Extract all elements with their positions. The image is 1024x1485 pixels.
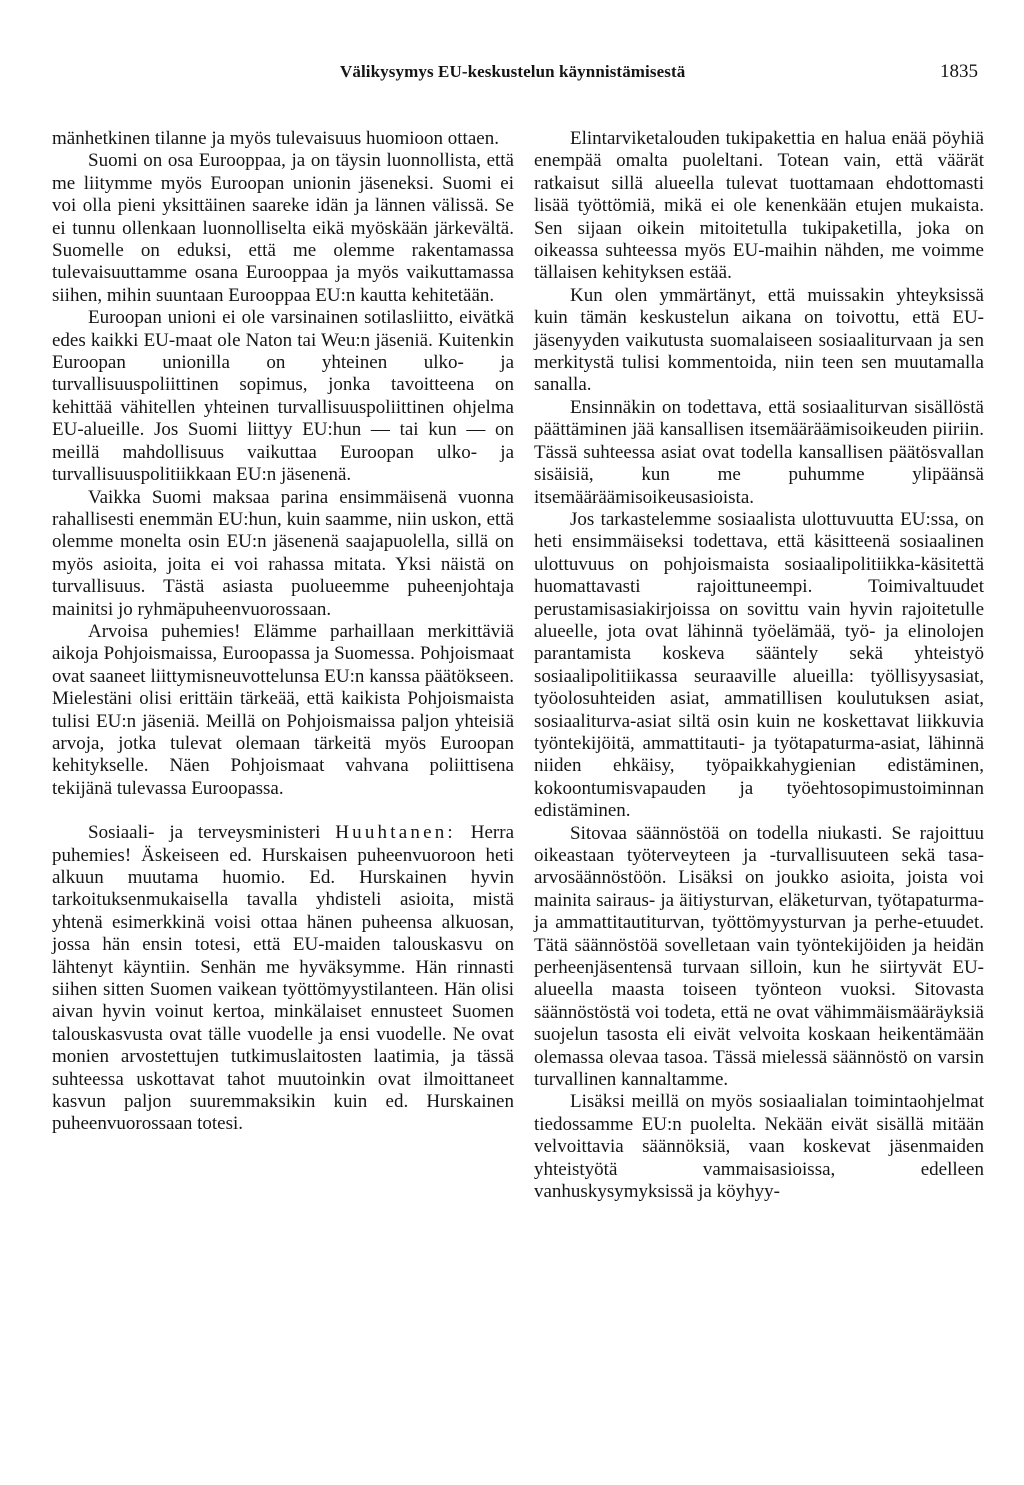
paragraph: Kun olen ymmärtänyt, että muissakin yhteyksissä kuin tämän keskustelun aikana on toivottu, että EU-jäsenyyden vaikutusta suomalaiseen sosiaaliturvaan ja sen merkitystä tulisi kommentoida, niin teen sen muutamalla sanalla. xyxy=(534,284,984,396)
paragraph: Arvoisa puhemies! Elämme parhaillaan merkittäviä aikoja Pohjoismaissa, Euroopassa ja Suomessa. Pohjoismaat ovat saaneet liittymisneuvottelunsa EU:n kanssa päätökseen. Mielestäni olisi erittäin tärkeää, että kaikista Pohjoismaista tulisi EU:n jäseniä. Meillä on Pohjoismaissa paljon yhteisiä arvoja, jotka tulevat olemaan tärkeitä myös Euroopan kehitykselle. Näen Pohjoismaat vahvana poliittisena tekijänä tulevassa Euroopassa. xyxy=(52,620,514,799)
paragraph: Vaikka Suomi maksaa parina ensimmäisenä vuonna rahallisesti enemmän EU:hun, kuin saamme, niin uskon, että olemme monelta osin EU:n jäsenenä saajapuolella, sillä on myös asioita, joita ei voi rahassa mitata. Yksi näistä on turvallisuus. Tästä asiasta puolueemme puheenjohtaja mainitsi jo ryhmäpuheenvuorossaan. xyxy=(52,486,514,620)
paragraph: mänhetkinen tilanne ja myös tulevaisuus huomioon ottaen. xyxy=(52,128,499,149)
paragraph: Sitovaa säännöstöä on todella niukasti. Se rajoittuu oikeastaan työterveyteen ja -turvallisuuteen sekä tasa-arvosäännöstöön. Lisäksi on joukko asioita, joista voi mainita sairaus- ja äitiysturvan, eläketurvan, työtapaturma- ja ammattitautiturvan, työttömyysturvan ja perhe-etuudet. Tätä säännöstöä sovelletaan vain työntekijöiden ja heidän perheenjäsentensä turvaan silloin, kun he siirtyvät EU-alueella maasta toiseen työnteon vuoksi. Sitovasta säännöstöstä voi todeta, että ne ovat vähimmäismääräyksiä suojelun tasosta eli eivät velvoita koskaan heikentämään olemassa olevaa tasoa. Tässä mielessä säännöstö on varsin turvallinen kannaltamme. xyxy=(534,822,984,1091)
paragraph: Suomi on osa Eurooppaa, ja on täysin luonnollista, että me liitymme myös Euroopan unionin jäseneksi. Suomi ei voi olla pieni yksittäinen saareke idän ja lännen välissä. Se ei tunnu ollenkaan luonnolliselta eikä myöskään järkevältä. Suomelle on eduksi, että me olemme rakentamassa tulevaisuuttamme osana Eurooppaa ja myös vaikuttamassa siihen, mihin suuntaan Eurooppaa EU:n kautta kehitetään. xyxy=(52,150,514,306)
paragraph: Lisäksi meillä on myös sosiaalialan toimintaohjelmat tiedossamme EU:n puolelta. Nekään eivät sisällä mitään velvoittavia säännöksiä, vaan koskevat jäsenmaiden yhteistyötä vammaisasioissa, edelleen vanhuskysymyksissä ja köyhyy- xyxy=(534,1091,984,1203)
speaker-name: Huuhtanen: xyxy=(335,822,456,844)
left-column xyxy=(52,128,514,1136)
page-number: 1835 xyxy=(940,61,978,82)
speech-text: Herra puhemies! Äskeiseen ed. Hurskaisen puheenvuoroon heti alkuun muutama huomio. Ed. Hurskainen hyvin tarkoituksenmukaisella tavalla yhdisteli asioita, mistä yhtenä esimerkkinä voisi ottaa hänen puheensa alkuosan, jossa hän ensin totesi, että EU-maiden talouskasvu on lähtenyt käyntiin. Senhän me hyväksymme. Hän rinnasti siihen sitten Suomen vaikean työttömyystilanteen. Hän olisi aivan hyvin voinut kertoa, minkälaiset ennusteet Suomen talouskasvusta ovat tälle vuodelle ja ensi vuodelle. Ne ovat monien arvostettujen tutkimuslaitosten laatimia, ja tässä suhteessa uskottavat tahot muutoinkin ovat ilmoittaneet kasvun paljon suuremmaksikin kuin ed. Hurskainen puheenvuorossaan totesi. xyxy=(52,822,515,1135)
speaker-title: Sosiaali- ja terveysministeri xyxy=(88,822,321,844)
paragraph: Euroopan unioni ei ole varsinainen sotilasliitto, eivätkä edes kaikki EU-maat ole Naton tai Weu:n jäseniä. Kuitenkin Euroopan unionilla on yhteinen ulko- ja turvallisuuspoliittinen sopimus, jonka tavoitteena on kehittää vähitellen yhteinen turvallisuuspoliittinen ohjelma EU-alueille. Jos Suomi liittyy EU:hun — tai kun — on meillä mahdollisuus vaikuttaa Euroopan ulko- ja turvallisuuspolitiikkaan EU:n jäsenenä. xyxy=(52,307,514,486)
speech-paragraph xyxy=(52,822,514,1136)
running-head: Välikysymys EU-keskustelun käynnistämisestä xyxy=(340,62,686,81)
paragraph: Ensinnäkin on todettava, että sosiaaliturvan sisällöstä päättäminen jää kansallisen itsemääräämisoikeuden piiriin. Tässä suhteessa asiat ovat todella kansallisen päätösvallan sisäisiä, kun me puhumme ylipäänsä itsemääräämisoikeusasioista. xyxy=(534,396,984,508)
paragraph: Jos tarkastelemme sosiaalista ulottuvuutta EU:ssa, on heti ensimmäiseksi todettava, että käsitteenä sosiaalinen ulottuvuus on pohjoismaista sosiaalipolitiikka-käsitettä huomattavasti rajoittuneempi. Toimivaltuudet perustamisasiakirjoissa on sovittu vain hyvin rajoitetulle alueelle, jota ovat lähinnä työelämää, työ- ja elinolojen parantamista koskeva sääntely sekä yhteistyö sosiaalipolitiikassa seuraaville alueilla: työllisyysasiat, työolosuhteiden asiat, ammatillisen koulutuksen asiat, sosiaaliturva-asiat siltä osin kuin ne koskettavat liikkuvia työntekijöitä, ammattitauti- ja työtapaturma-asiat, lähinnä niiden ehkäisy, työpaikkahygienian edistäminen, kokoontumisvapauden ja työehtosopimustoiminnan edistäminen. xyxy=(534,508,984,822)
right-column xyxy=(534,128,984,1204)
paragraph: Elintarviketalouden tukipakettia en halua enää pöyhiä enempää omalta puoleltani. Totean vain, että väärät ratkaisut sillä alueella tulevat tuottamaan ehdottomasti lisää työttömiä, mikä ei ole kenenkään etujen mukaista. Sen sijaan oikein mitoitetulla tukipaketilla, joka on oikeassa suhteessa myös EU-maihin nähden, me voimme tällaisen kehityksen estää. xyxy=(534,128,984,284)
